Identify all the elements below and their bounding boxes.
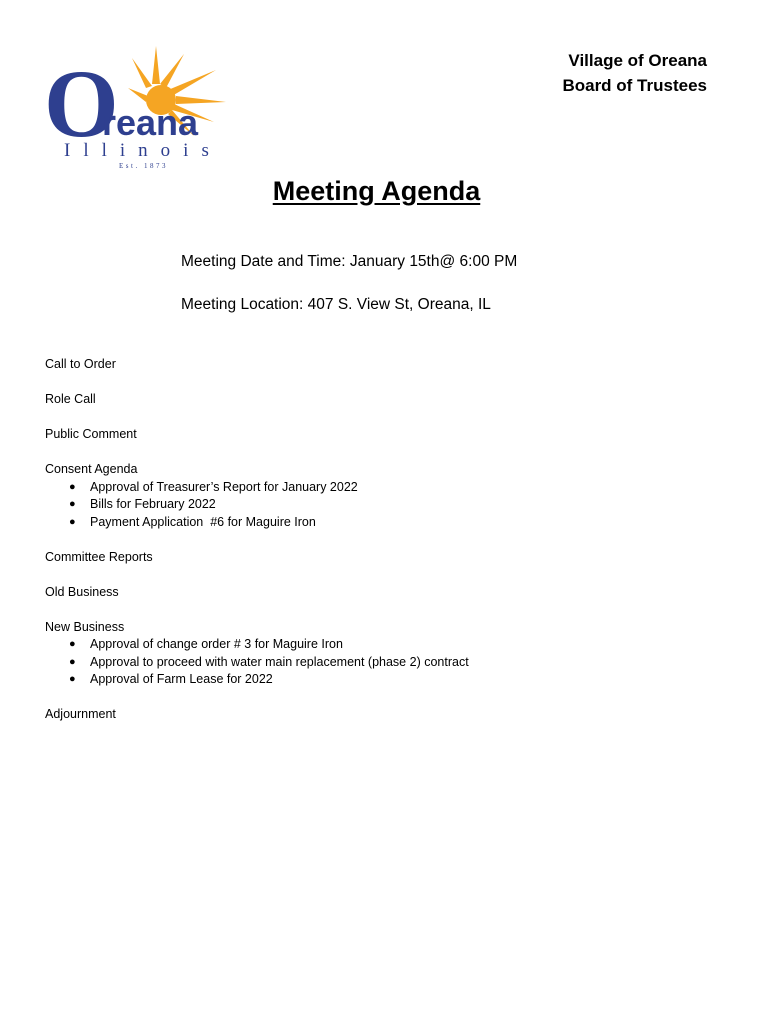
agenda-item-old-business <box>45 584 469 602</box>
village-name: Village of Oreana <box>568 51 707 70</box>
consent-agenda-sublist <box>45 479 469 532</box>
agenda-list <box>45 356 469 741</box>
new-business-sublist <box>45 636 469 689</box>
list-item <box>45 514 469 532</box>
agenda-item-new-business <box>45 619 469 689</box>
agenda-item-label: New Business <box>45 619 125 634</box>
logo-big-o: O <box>44 50 119 157</box>
list-item <box>45 479 469 497</box>
bullet-icon: ● <box>69 515 76 528</box>
list-item-text: Bills for February 2022 <box>90 497 216 511</box>
agenda-item-public-comment <box>45 426 469 444</box>
agenda-item-label: Call to Order <box>45 357 116 371</box>
agenda-item-label: Committee Reports <box>45 549 153 564</box>
agenda-item-label: Consent Agenda <box>45 462 138 476</box>
agenda-item-adjournment <box>45 706 469 724</box>
agenda-item-label: Adjournment <box>45 707 116 721</box>
meeting-location: Meeting Location: 407 S. View St, Oreana, IL <box>181 296 491 313</box>
list-item-text: Approval of change order # 3 for Maguire Iron <box>90 637 343 651</box>
agenda-item-consent-agenda <box>45 461 469 531</box>
list-item <box>45 671 469 689</box>
list-item-text: Payment Application #6 for Maguire Iron <box>90 514 316 529</box>
list-item <box>45 636 469 654</box>
oreana-logo <box>44 44 230 170</box>
agenda-item-role-call <box>45 391 469 409</box>
organization-header <box>562 48 707 98</box>
bullet-icon: ● <box>69 480 76 493</box>
agenda-item-label: Old Business <box>45 584 119 599</box>
bullet-icon: ● <box>69 498 76 510</box>
agenda-item-call-to-order <box>45 356 469 374</box>
list-item <box>45 654 469 672</box>
agenda-item-committee-reports <box>45 549 469 567</box>
logo-established-text: Est. 1873 <box>119 162 168 170</box>
board-name: Board of Trustees <box>562 76 707 95</box>
list-item-text: Approval of Farm Lease for 2022 <box>90 672 273 686</box>
agenda-item-label: Role Call <box>45 392 96 406</box>
page-title: Meeting Agenda <box>272 176 481 206</box>
meeting-date-time: Meeting Date and Time: January 15th@ 6:00 PM <box>181 253 518 270</box>
logo-state-text: Illinois <box>64 140 222 161</box>
list-item-text: Approval of Treasurer’s Report for January 2022 <box>90 479 358 494</box>
oreana-logo-graphic <box>44 44 230 170</box>
bullet-icon: ● <box>69 673 76 685</box>
list-item-text: Approval to proceed with water main replacement (phase 2) contract <box>90 654 469 669</box>
bullet-icon: ● <box>69 638 76 650</box>
bullet-icon: ● <box>69 655 76 668</box>
agenda-item-label: Public Comment <box>45 427 137 441</box>
list-item <box>45 496 469 514</box>
logo-name-text: reana <box>102 102 199 143</box>
